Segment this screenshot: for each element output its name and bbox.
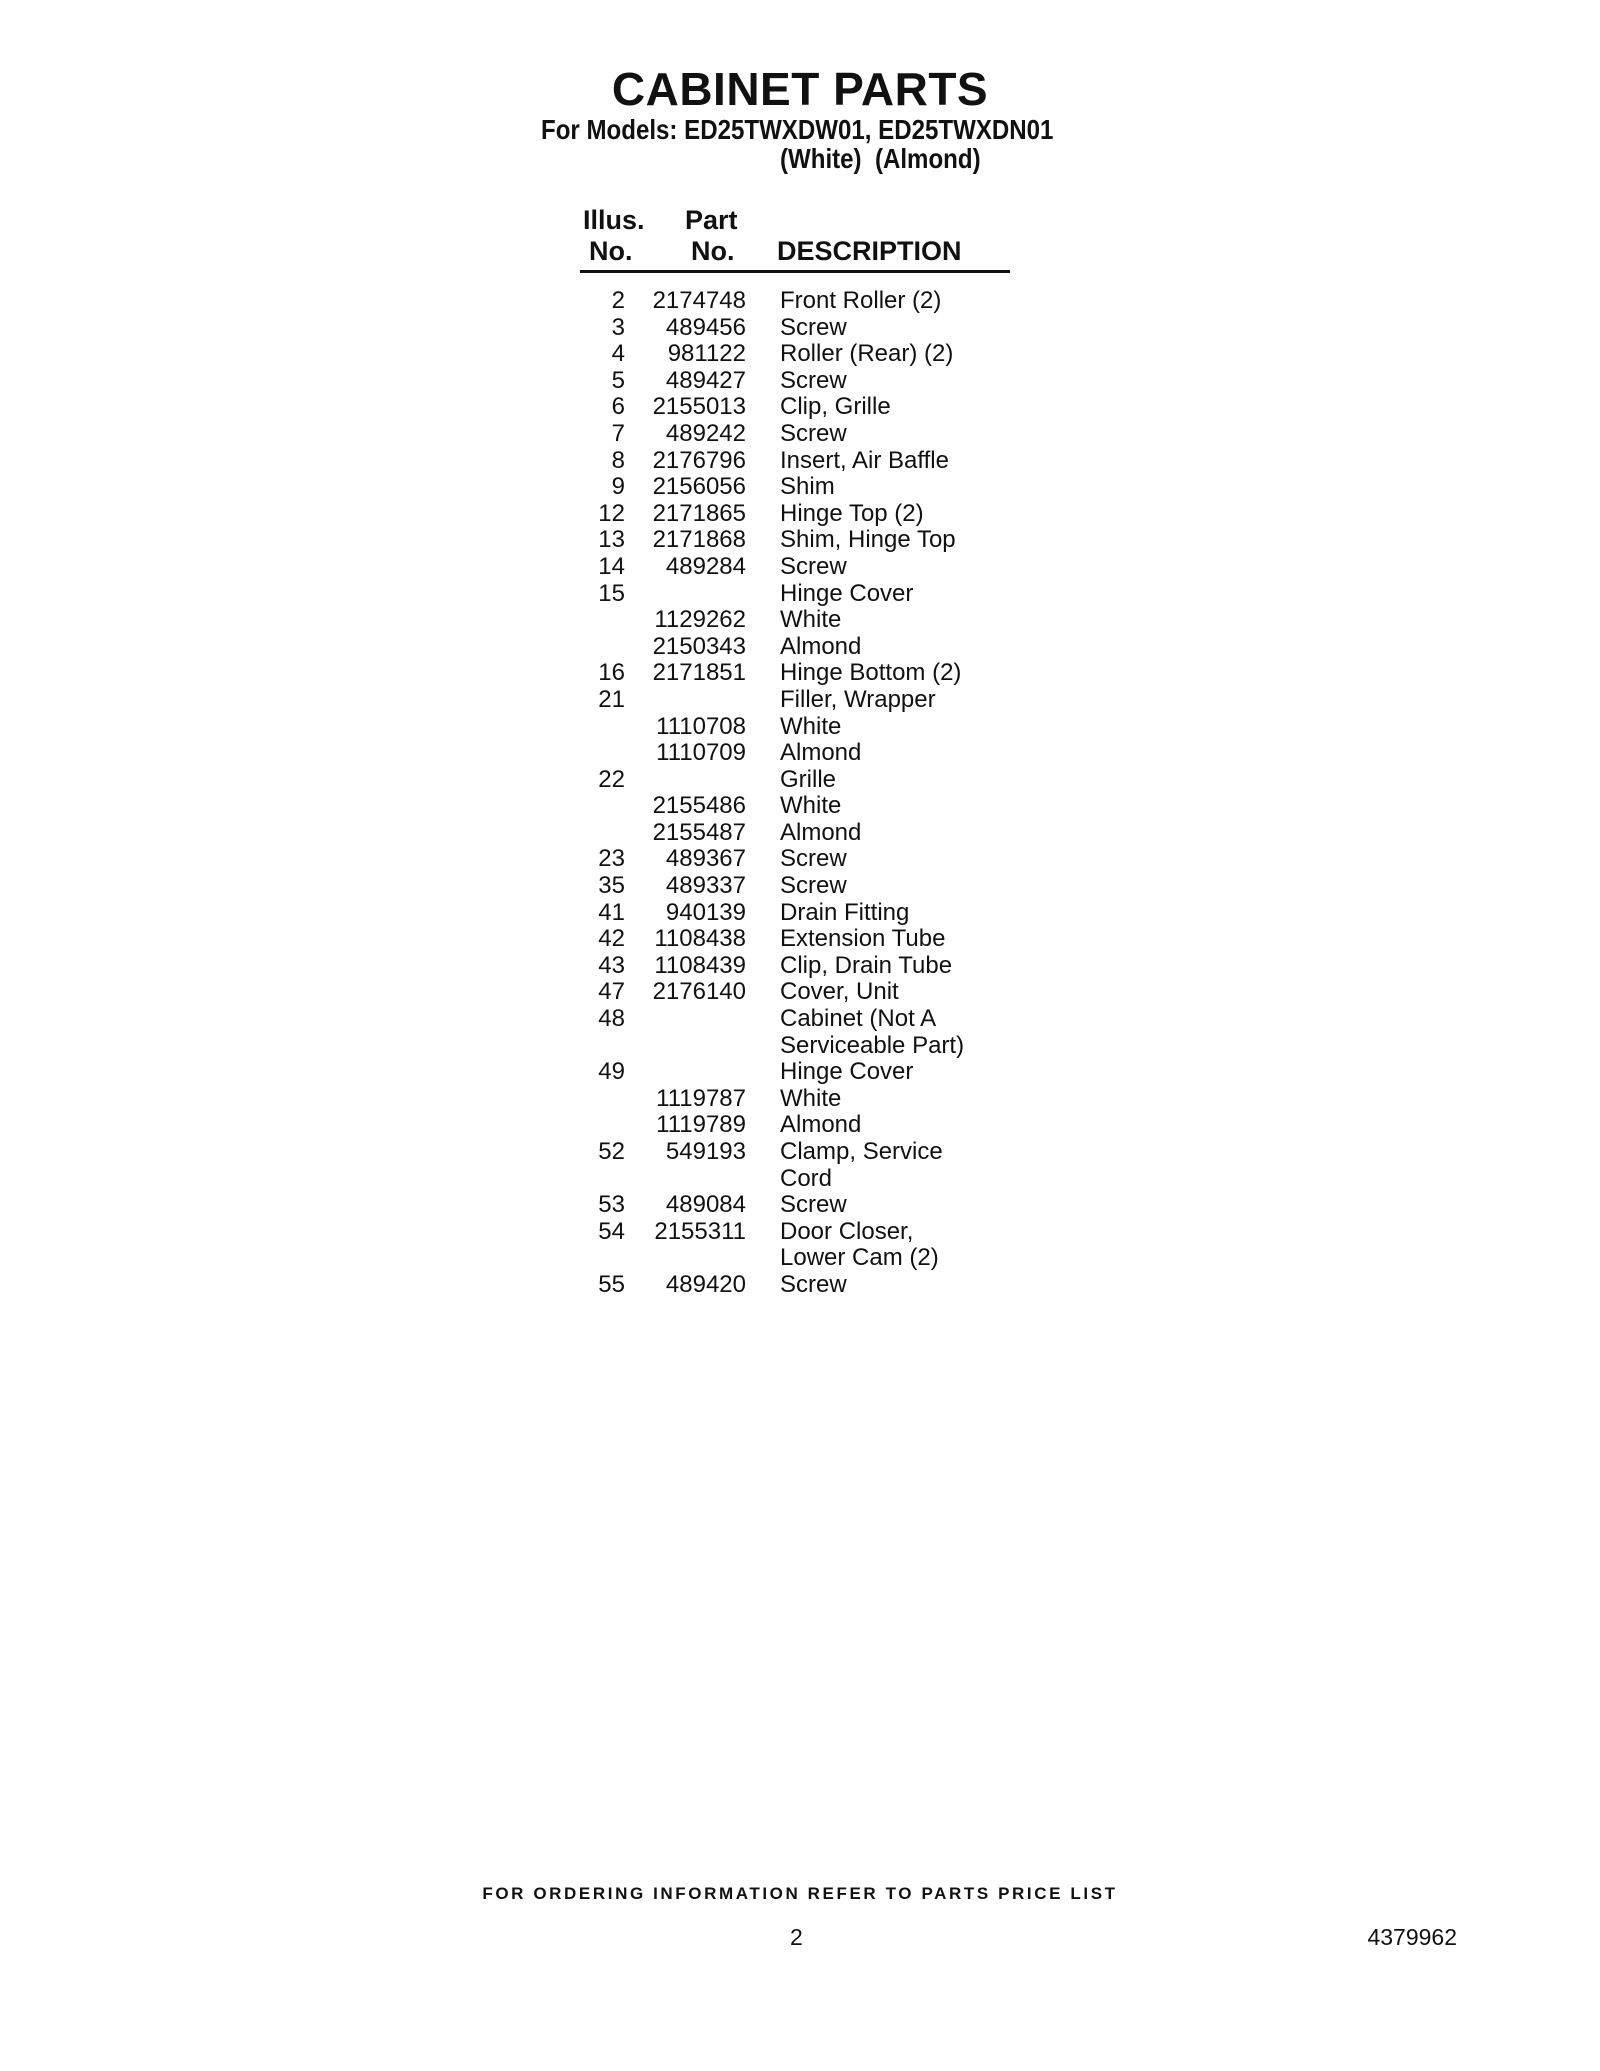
illus-number: 5 <box>611 366 625 394</box>
part-number: 1119787 <box>656 1084 746 1112</box>
part-description: Screw <box>780 1191 847 1219</box>
part-description: Cabinet (Not A <box>780 1005 937 1033</box>
table-row <box>580 979 1020 1006</box>
part-description: Cord <box>780 1164 833 1192</box>
table-row <box>580 1272 1020 1299</box>
table-row <box>580 315 1020 342</box>
table-row <box>580 288 1020 315</box>
part-number: 549193 <box>665 1138 746 1165</box>
page-number: 2 <box>790 1924 803 1950</box>
table-row <box>580 846 1020 873</box>
illus-number: 35 <box>598 872 625 900</box>
part-description: Roller (Rear) (2) <box>780 340 954 368</box>
part-number: 1110708 <box>656 712 746 740</box>
illus-header-top: Illus. <box>583 205 645 235</box>
part-description: Screw <box>780 313 847 341</box>
part-description: Cover, Unit <box>780 978 899 1006</box>
table-row <box>580 714 1020 741</box>
part-description: Screw <box>780 366 847 394</box>
table-row <box>580 501 1020 528</box>
illus-header-bottom: No. <box>589 236 633 266</box>
illus-number: 54 <box>598 1217 625 1245</box>
part-description: Lower Cam (2) <box>780 1244 939 1272</box>
part-number: 489084 <box>665 1191 746 1219</box>
part-description: White <box>780 792 842 820</box>
illus-number: 8 <box>611 446 625 474</box>
table-row <box>580 581 1020 608</box>
table-row <box>580 634 1020 661</box>
part-number: 2155013 <box>652 393 746 421</box>
part-description: White <box>780 712 842 740</box>
illus-number: 21 <box>598 685 625 713</box>
table-row <box>580 607 1020 634</box>
table-row <box>580 1059 1020 1086</box>
part-description: Hinge Cover <box>780 579 914 607</box>
part-number: 2155311 <box>654 1217 746 1245</box>
part-description: Shim, Hinge Top <box>780 526 956 554</box>
part-description: Drain Fitting <box>780 898 910 926</box>
illus-number: 48 <box>598 1005 625 1033</box>
table-row <box>580 394 1020 421</box>
table-row <box>580 1112 1020 1139</box>
illus-number: 43 <box>598 951 625 979</box>
illus-number: 41 <box>598 898 625 926</box>
table-row <box>580 1139 1020 1166</box>
part-description: Extension Tube <box>780 925 946 953</box>
part-number: 2155486 <box>652 792 746 820</box>
table-row <box>580 820 1020 847</box>
table-row <box>580 1219 1020 1246</box>
part-description: Screw <box>780 1270 847 1298</box>
part-description: White <box>780 606 842 634</box>
part-number: 940139 <box>665 898 746 926</box>
part-number: 2171868 <box>652 526 746 554</box>
part-number: 2150343 <box>652 632 746 660</box>
part-description: Filler, Wrapper <box>780 685 936 713</box>
part-number: 1110709 <box>656 739 746 767</box>
table-row <box>580 1166 1020 1193</box>
part-description: Hinge Bottom (2) <box>780 659 962 687</box>
illus-number: 4 <box>611 340 625 368</box>
illus-number: 12 <box>598 499 625 527</box>
document-number: 4379962 <box>1367 1924 1457 1950</box>
ordering-note: FOR ORDERING INFORMATION REFER TO PARTS PRICE LIST <box>482 1884 1118 1903</box>
part-description: Almond <box>780 739 862 767</box>
part-description: White <box>780 1084 842 1112</box>
table-row <box>580 953 1020 980</box>
part-description: Screw <box>780 552 847 580</box>
table-row <box>580 900 1020 927</box>
illus-number: 15 <box>598 579 625 607</box>
illus-number: 47 <box>598 978 625 1006</box>
part-header-top: Part <box>685 205 738 235</box>
part-description: Almond <box>780 818 862 846</box>
table-row <box>580 1086 1020 1113</box>
part-number: 981122 <box>667 340 746 368</box>
table-row <box>580 873 1020 900</box>
table-row <box>580 793 1020 820</box>
part-number: 1108439 <box>654 951 746 979</box>
illus-number: 13 <box>598 526 625 554</box>
part-number: 2171865 <box>652 499 746 527</box>
illus-number: 52 <box>598 1138 625 1165</box>
illus-number: 3 <box>611 313 625 341</box>
part-description: Front Roller (2) <box>780 287 942 314</box>
part-number: 2174748 <box>652 287 746 314</box>
table-row <box>580 474 1020 501</box>
part-description: Serviceable Part) <box>780 1031 965 1059</box>
part-number: 489456 <box>665 313 746 341</box>
part-description: Hinge Top (2) <box>780 499 924 527</box>
part-description: Shim <box>780 473 835 501</box>
part-description: Almond <box>780 632 862 660</box>
illus-number: 22 <box>598 765 625 793</box>
models-line: For Models: ED25TWXDW01, ED25TWXDN01 <box>541 114 1054 145</box>
illus-number: 16 <box>598 659 625 687</box>
part-number: 489284 <box>665 552 746 580</box>
illus-number: 53 <box>598 1191 625 1219</box>
part-description: Clip, Drain Tube <box>780 951 953 979</box>
part-description: Clamp, Service <box>780 1138 943 1165</box>
illus-number: 7 <box>611 419 625 447</box>
table-row <box>580 554 1020 581</box>
table-row <box>580 926 1020 953</box>
part-number: 489367 <box>665 845 746 873</box>
part-number: 1119789 <box>656 1111 746 1139</box>
table-row <box>580 368 1020 395</box>
part-number: 2171851 <box>652 659 746 687</box>
illus-number: 42 <box>598 925 625 953</box>
part-number: 1108438 <box>654 925 746 953</box>
illus-number: 9 <box>611 473 625 501</box>
table-row <box>580 448 1020 475</box>
page-title: CABINET PARTS <box>611 63 989 115</box>
table-row <box>580 687 1020 714</box>
table-row <box>580 421 1020 448</box>
part-number: 489337 <box>665 872 746 900</box>
illus-number: 6 <box>611 393 625 421</box>
table-row <box>580 1006 1020 1033</box>
table-row <box>580 1033 1020 1060</box>
part-description: Door Closer, <box>780 1217 914 1245</box>
part-number: 1129262 <box>654 606 746 634</box>
part-number: 2176796 <box>652 446 746 474</box>
part-description: Hinge Cover <box>780 1058 914 1086</box>
part-description: Screw <box>780 872 847 900</box>
part-description: Clip, Grille <box>780 393 891 421</box>
illus-number: 2 <box>611 287 625 314</box>
part-number: 489420 <box>665 1270 746 1298</box>
colors-line: (White) (Almond) <box>780 143 981 174</box>
part-number: 489242 <box>665 419 746 447</box>
table-row <box>580 660 1020 687</box>
part-number: 2176140 <box>652 978 746 1006</box>
part-number: 489427 <box>665 366 746 394</box>
part-number: 2155487 <box>652 818 746 846</box>
illus-number: 49 <box>598 1058 625 1086</box>
illus-number: 55 <box>598 1270 625 1298</box>
part-header-bottom: No. <box>691 236 735 266</box>
part-description: Screw <box>780 845 847 873</box>
table-row <box>580 1245 1020 1272</box>
part-description: Grille <box>780 765 837 793</box>
part-description: Screw <box>780 419 847 447</box>
table-row <box>580 1192 1020 1219</box>
table-row <box>580 341 1020 368</box>
part-description: Almond <box>780 1111 862 1139</box>
part-number: 2156056 <box>652 473 746 501</box>
table-row <box>580 767 1020 794</box>
illus-number: 23 <box>598 845 625 873</box>
table-row <box>580 740 1020 767</box>
part-description: Insert, Air Baffle <box>780 446 949 474</box>
parts-table <box>580 288 1020 1299</box>
table-row <box>580 527 1020 554</box>
description-header: DESCRIPTION <box>777 236 962 266</box>
illus-number: 14 <box>598 552 625 580</box>
header-rule <box>580 270 1010 273</box>
